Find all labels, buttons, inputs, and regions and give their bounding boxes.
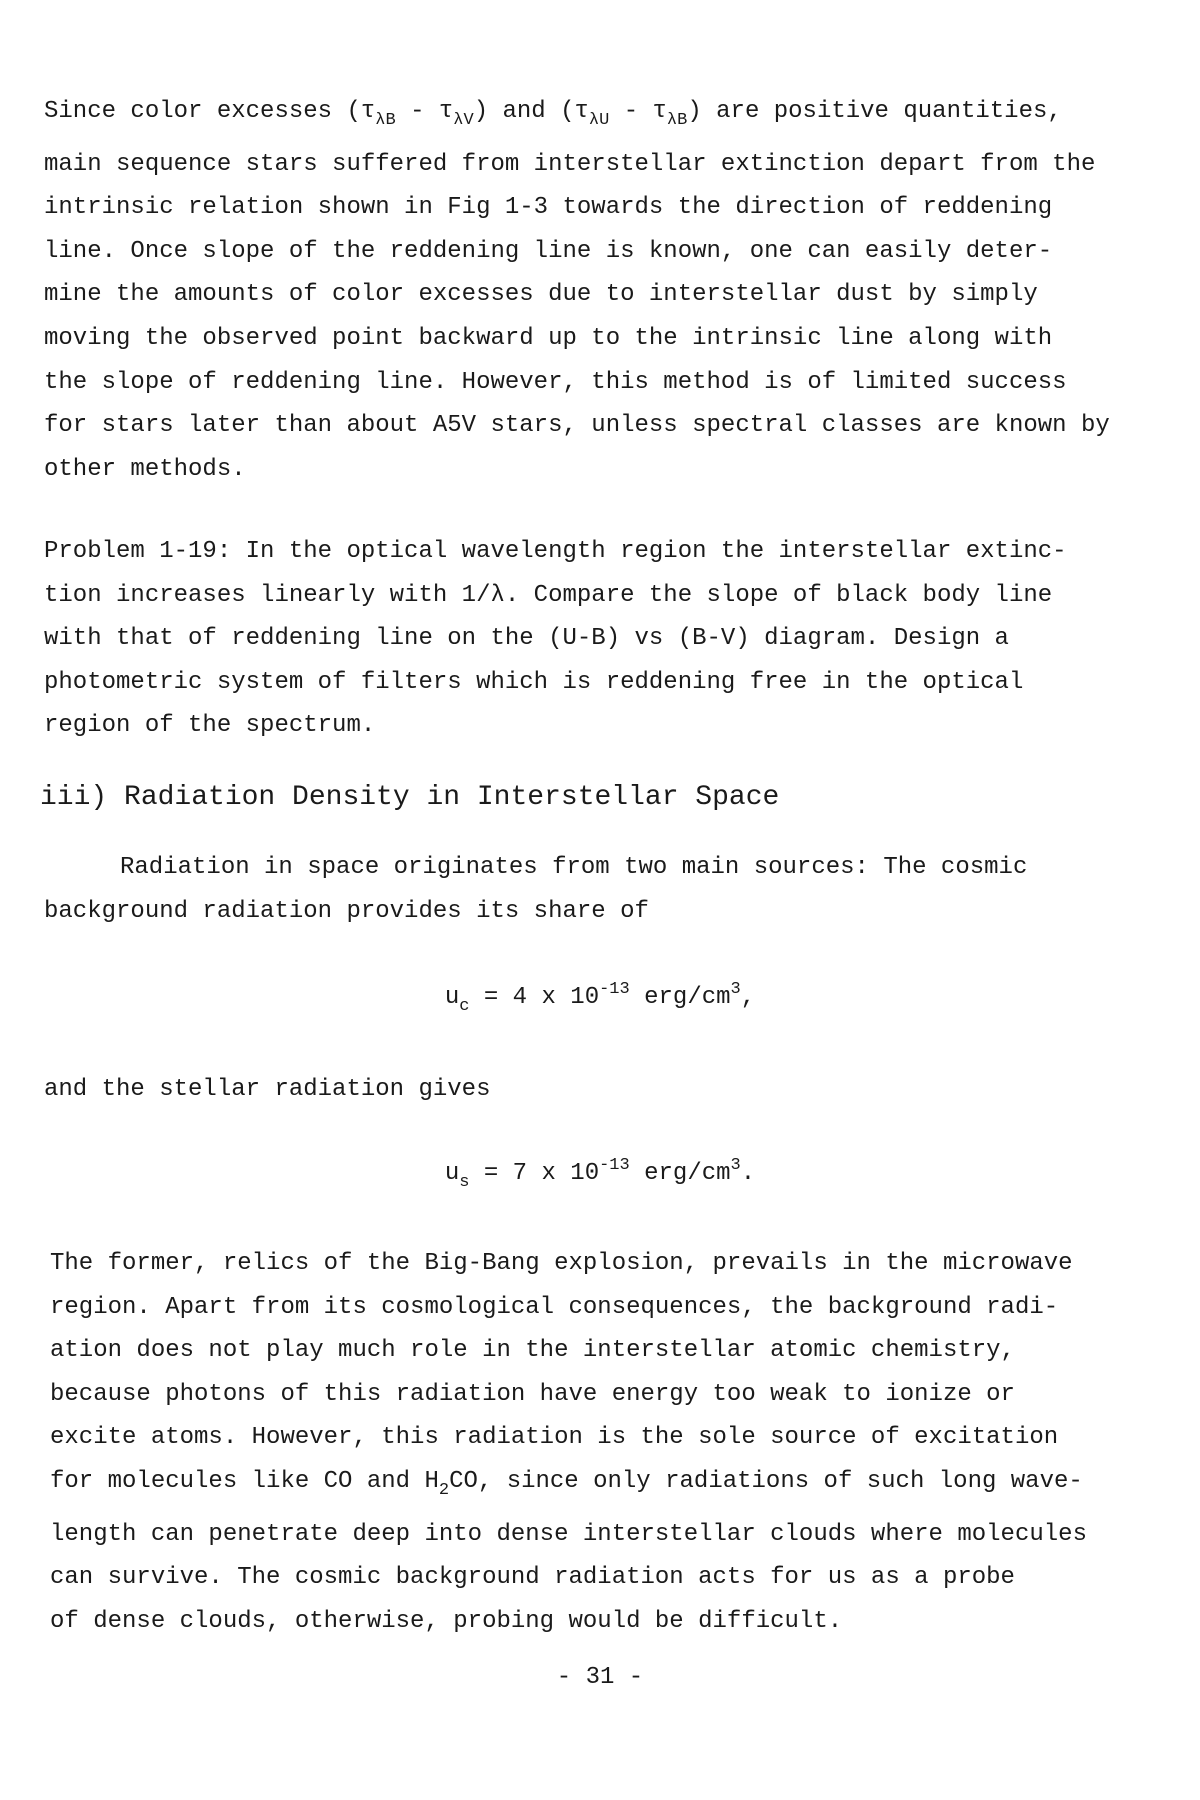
text-line: background radiation provides its share of <box>44 897 649 925</box>
section-heading: iii) Radiation Density in Interstellar Space <box>40 782 780 813</box>
text-line: region of the spectrum. <box>44 712 376 740</box>
text-line: length can penetrate deep into dense interstellar clouds where molecules <box>50 1520 1087 1548</box>
text-line: The former, relics of the Big-Bang explosion, prevails in the microwave <box>50 1250 1073 1277</box>
stellar-radiation-line <box>44 1068 1134 1112</box>
text-line: because photons of this radiation have energy too weak to ionize or <box>50 1380 1015 1408</box>
section-intro <box>44 846 1134 933</box>
text-line: photometric system of filters which is reddening free in the optical <box>44 668 1024 696</box>
text-line: region. Apart from its cosmological consequences, the background radi- <box>50 1293 1059 1321</box>
text-line: intrinsic relation shown in Fig 1-3 towards the direction of reddening <box>44 194 1053 222</box>
paragraph-color-excess <box>44 90 1134 491</box>
page-number: - 31 - <box>556 1664 644 1691</box>
text-line: Since color excesses $(\tau_{\lambda B} - \tau_{\lambda V})$ and $(\tau_{\lambda U} - \tau_{\lambda B})$ are positive quantities, <box>44 98 1062 130</box>
text-line: for molecules like CO and $H_2CO$, since only radiations of such long wave- <box>50 1467 1083 1500</box>
text-line: Problem 1-19: In the optical wavelength region the interstellar extinc- <box>44 538 1067 565</box>
text-line: and the stellar radiation gives <box>44 1076 491 1103</box>
paragraph-background-radiation <box>50 1242 1140 1643</box>
text-line: other methods. <box>44 455 246 483</box>
text-line: of dense clouds, otherwise, probing would be difficult. <box>50 1607 843 1635</box>
text-line: can survive. The cosmic background radiation acts for us as a probe <box>50 1564 1015 1592</box>
text-line: tion increases linearly with 1/λ. Compare the slope of black body line <box>44 581 1053 609</box>
text-line: for stars later than about A5V stars, unless spectral classes are known by <box>44 412 1110 440</box>
text-line: line. Once slope of the reddening line is known, one can easily deter- <box>44 237 1053 265</box>
text-line: with that of reddening line on the (U-B) vs (B-V) diagram. Design a <box>44 625 1009 653</box>
text-line: the slope of reddening line. However, this method is of limited success <box>44 368 1067 396</box>
text-line: main sequence stars suffered from interstellar extinction depart from the <box>44 150 1096 178</box>
text-line: excite atoms. However, this radiation is the sole source of excitation <box>50 1424 1059 1452</box>
text-line: mine the amounts of color excesses due to interstellar dust by simply <box>44 281 1038 309</box>
equation-us: $u_s = 7$ x $10^{-13}$ erg/$cm^3$. <box>444 1156 756 1192</box>
text-line: Radiation in space originates from two main sources: The cosmic <box>120 854 1028 881</box>
equation-uc: $u_c = 4$ x $10^{-13}$ erg/$cm^3$, <box>444 980 756 1016</box>
text-line: moving the observed point backward up to the intrinsic line along with <box>44 324 1053 352</box>
problem-1-19 <box>44 530 1134 748</box>
text-line: ation does not play much role in the interstellar atomic chemistry, <box>50 1337 1015 1365</box>
